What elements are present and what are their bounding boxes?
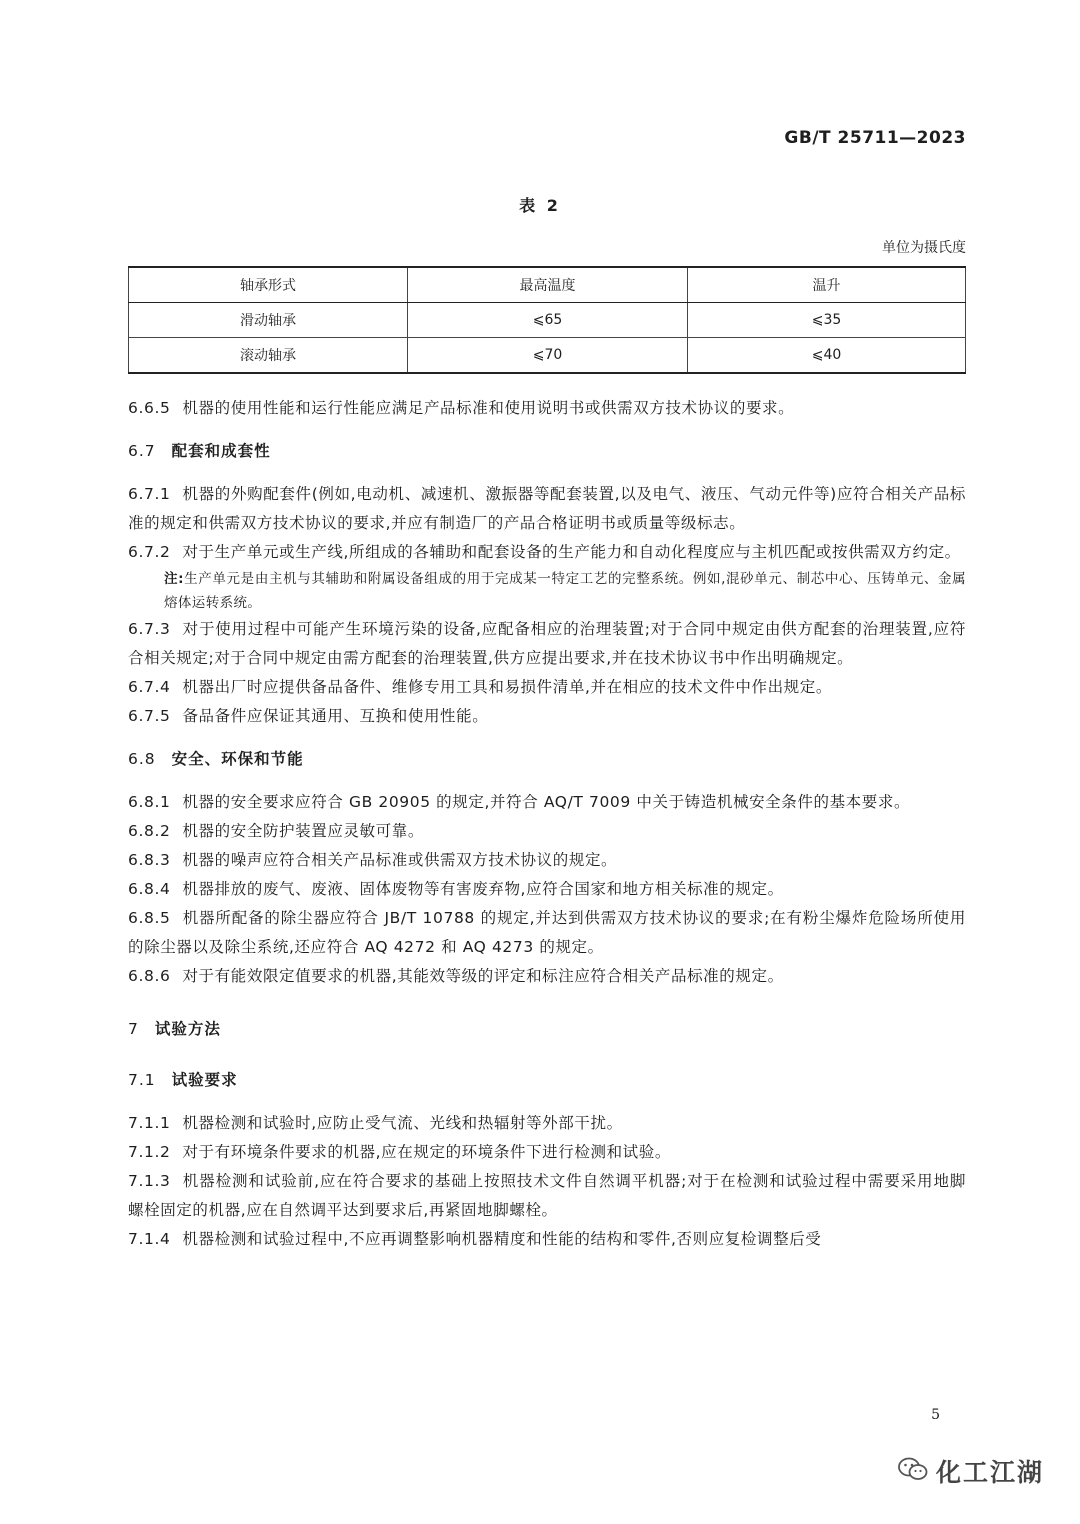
- wechat-icon: [898, 1456, 928, 1486]
- header-code: GB/T 25711—2023: [784, 128, 966, 148]
- clause-6-7-3: 6.7.3 对于使用过程中可能产生环境污染的设备,应配备相应的治理装置;对于合同中规定由供方配套的治理装置,应符合相关规定;对于合同中规定由需方配套的治理装置,供方应提出要求,并在技术协议书中作出明确规定。: [128, 620, 966, 667]
- page-number: 5: [931, 1407, 940, 1423]
- header-cell: 温升: [688, 267, 966, 303]
- section-heading-6-7: 6.7 配套和成套性: [128, 442, 271, 460]
- header-cell: 轴承形式: [129, 267, 408, 303]
- clause-6-8-1: 6.8.1 机器的安全要求应符合 GB 20905 的规定,并符合 AQ/T 7009 中关于铸造机械安全条件的基本要求。: [128, 793, 911, 811]
- section-heading-7-1: 7.1 试验要求: [128, 1071, 238, 1089]
- section-heading-7: 7 试验方法: [128, 1020, 221, 1038]
- clause-6-7-2: 6.7.2 对于生产单元或生产线,所组成的各辅助和配套设备的生产能力和自动化程度应与主机匹配或按供需双方约定。: [128, 543, 961, 561]
- clause-7-1-1: 7.1.1 机器检测和试验时,应防止受气流、光线和热辐射等外部干扰。: [128, 1114, 623, 1132]
- note: 注:生产单元是由主机与其辅助和附属设备组成的用于完成某一特定工艺的完整系统。例如,混砂单元、制芯中心、压铸单元、金属熔体运转系统。: [164, 571, 966, 611]
- table-cell: 滚动轴承: [129, 338, 408, 374]
- document-body: [128, 394, 966, 1254]
- clause-6-8-6: 6.8.6 对于有能效限定值要求的机器,其能效等级的评定和标注应符合相关产品标准的规定。: [128, 967, 784, 985]
- clause-6-8-5: 6.8.5 机器所配备的除尘器应符合 JB/T 10788 的规定,并达到供需双方技术协议的要求;在有粉尘爆炸危险场所使用的除尘器以及除尘系统,还应符合 AQ 4272 和 AQ 4273 的规定。: [128, 909, 966, 956]
- table-title: 表 2: [519, 196, 561, 215]
- clause-6-8-2: 6.8.2 机器的安全防护装置应灵敏可靠。: [128, 822, 424, 840]
- table-cell: ⩽65: [408, 303, 688, 338]
- table-header-row: [129, 267, 966, 303]
- bearing-temperature-table: [128, 266, 966, 374]
- table-cell: ⩽35: [688, 303, 966, 338]
- table-cell: 滑动轴承: [129, 303, 408, 338]
- header-cell: 最高温度: [408, 267, 688, 303]
- clause-7-1-4: 7.1.4 机器检测和试验过程中,不应再调整影响机器精度和性能的结构和零件,否则应复检调整后受: [128, 1230, 822, 1248]
- clause-6-7-5: 6.7.5 备品备件应保证其通用、互换和使用性能。: [128, 707, 489, 725]
- watermark: [898, 1453, 1044, 1489]
- clause-6-7-4: 6.7.4 机器出厂时应提供备品备件、维修专用工具和易损件清单,并在相应的技术文件中作出规定。: [128, 678, 832, 696]
- table-cell: ⩽40: [688, 338, 966, 374]
- clause-6-6-5: 6.6.5 机器的使用性能和运行性能应满足产品标准和使用说明书或供需双方技术协议的要求。: [128, 399, 795, 417]
- clause-6-8-3: 6.8.3 机器的噪声应符合相关产品标准或供需双方技术协议的规定。: [128, 851, 618, 869]
- table-cell: ⩽70: [408, 338, 688, 374]
- section-heading-6-8: 6.8 安全、环保和节能: [128, 750, 304, 768]
- clause-7-1-3: 7.1.3 机器检测和试验前,应在符合要求的基础上按照技术文件自然调平机器;对于在检测和试验过程中需要采用地脚螺栓固定的机器,应在自然调平达到要求后,再紧固地脚螺栓。: [128, 1172, 966, 1219]
- clause-6-8-4: 6.8.4 机器排放的废气、废液、固体废物等有害废弃物,应符合国家和地方相关标准的规定。: [128, 880, 784, 898]
- clause-6-7-1: 6.7.1 机器的外购配套件(例如,电动机、减速机、激振器等配套装置,以及电气、液压、气动元件等)应符合相关产品标准的规定和供需双方技术协议的要求,并应有制造厂的产品合格证明书或质量等级标志。: [128, 485, 966, 532]
- table-unit: 单位为摄氏度: [882, 240, 966, 256]
- clause-7-1-2: 7.1.2 对于有环境条件要求的机器,应在规定的环境条件下进行检测和试验。: [128, 1143, 671, 1161]
- watermark-text: 化工江湖: [935, 1458, 1044, 1487]
- table-row: [129, 303, 966, 338]
- table-row: [129, 338, 966, 374]
